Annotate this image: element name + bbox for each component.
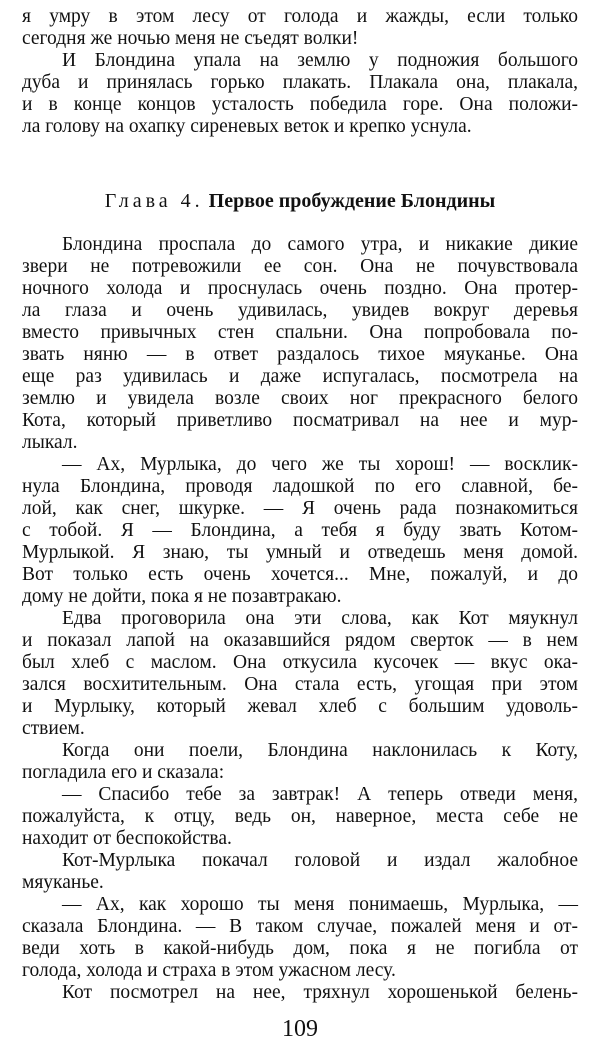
text-line: Кота, который приветливо посматривал на нее и мур- [22, 410, 578, 431]
text-line: веди хоть в какой-нибудь дом, пока я не погибла от [22, 938, 578, 959]
text-line: ла голову на охапку сиреневых веток и крепко уснула. [22, 116, 472, 137]
paragraph [22, 6, 578, 50]
text-line: мяуканье. [22, 872, 104, 893]
paragraph [22, 850, 578, 894]
text-line: Кот посмотрел на нее, тряхнул хорошенькой белень- [62, 982, 578, 1003]
text-line: лыкал. [22, 432, 78, 453]
text-line: погладила его и сказала: [22, 762, 225, 783]
text-line: — Ах, Мурлыка, до чего же ты хорош! — восклик- [62, 454, 578, 475]
text-line: пожалуйста, к отцу, ведь он, наверное, места себе не [22, 806, 578, 827]
paragraph [22, 454, 578, 608]
text-line: Мурлыкой. Я знаю, ты умный и отведешь меня домой. [22, 542, 578, 563]
text-line: звать няню — в ответ раздалось тихое мяуканье. Она [22, 344, 578, 365]
text-line: и в конце концов усталость победила горе. Она положи- [22, 94, 578, 115]
text-line: дуба и принялась горько плакать. Плакала она, плакала, [22, 72, 578, 93]
text-line: сказала Блондина. — В таком случае, пожалей меня и от- [22, 916, 578, 937]
paragraph [22, 982, 578, 1004]
paragraph [22, 234, 578, 454]
text-line: голода, холода и страха в этом ужасном лесу. [22, 960, 396, 981]
text-line: нула Блондина, проводя ладошкой по его славной, бе- [22, 476, 578, 497]
paragraph [22, 894, 578, 982]
text-line: еще раз удивилась и даже испугалась, посмотрела на [22, 366, 578, 387]
text-line: Блондина проспала до самого утра, и никакие дикие [62, 234, 578, 255]
text-line: находит от беспокойства. [22, 828, 232, 849]
text-line: ствием. [22, 718, 85, 739]
body-text-block [22, 234, 578, 1004]
paragraph [22, 50, 578, 138]
page-number: 109 [282, 1016, 318, 1042]
text-line: Вот только есть очень хочется... Мне, пожалуй, и до [22, 564, 578, 585]
text-line: был хлеб с маслом. Она откусила кусочек — вкус ока- [22, 652, 578, 673]
text-line: землю и увидела возле своих ног прекрасного белого [22, 388, 578, 409]
text-line: дому не дойти, пока я не позавтракаю. [22, 586, 342, 607]
text-line: и Мурлыку, который жевал хлеб с большим удоволь- [22, 696, 578, 717]
text-line: ла глаза и очень удивилась, увидев вокруг деревья [22, 300, 578, 321]
text-line: Кот-Мурлыка покачал головой и издал жалобное [62, 850, 578, 871]
text-line: — Спасибо тебе за завтрак! А теперь отведи меня, [62, 784, 578, 805]
text-line: звери не потревожили ее сон. Она не почувствовала [22, 256, 578, 277]
text-line: с тобой. Я — Блондина, а тебя я буду звать Котом- [22, 520, 578, 541]
chapter-title: Первое пробуждение Блондины [208, 190, 496, 212]
chapter-heading [0, 188, 600, 214]
text-line: я умру в этом лесу от голода и жажды, если только [22, 6, 578, 27]
paragraph [22, 740, 578, 784]
chapter-number: Глава 4. [104, 190, 204, 212]
text-line: сегодня же ночью меня не съедят волки! [22, 28, 359, 49]
paragraph [22, 784, 578, 850]
text-line: лой, как снег, шкурке. — Я очень рада познакомиться [22, 498, 578, 519]
text-line: вместо привычных стен спальни. Она попробовала по- [22, 322, 578, 343]
text-line: И Блондина упала на землю у подножия большого [62, 50, 578, 71]
text-line: и показал лапой на оказавшийся рядом сверток — в нем [22, 630, 578, 651]
text-line: — Ах, как хорошо ты меня понимаешь, Мурлыка, — [62, 894, 578, 915]
top-text-block [22, 6, 578, 138]
text-line: зался восхитительным. Она стала есть, угощая при этом [22, 674, 578, 695]
text-line: ночного холода и проснулась очень поздно. Она протер- [22, 278, 578, 299]
text-line: Когда они поели, Блондина наклонилась к Коту, [62, 740, 578, 761]
text-line: Едва проговорила она эти слова, как Кот мяукнул [62, 608, 578, 629]
paragraph [22, 608, 578, 740]
